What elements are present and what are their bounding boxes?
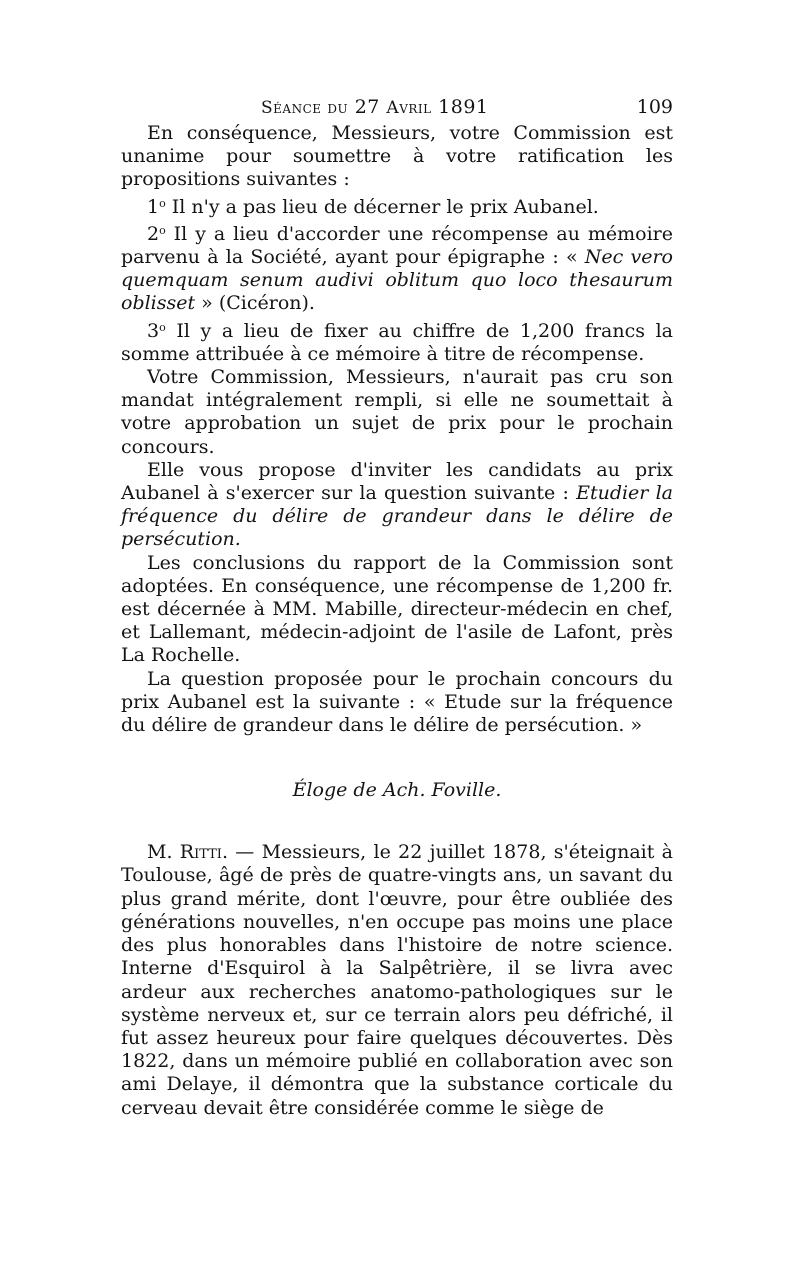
proposition-number: 1$^o$ [147, 195, 166, 218]
paragraph-speech [121, 841, 673, 1119]
proposition-text: Il y a lieu d'accorder une récompense au mémoire parvenu à la Société, ayant pour épigraphe : « [121, 222, 673, 269]
proposition-number: 3$^o$ [147, 319, 166, 342]
speech-text [121, 841, 673, 1119]
running-title-part: Séance du [261, 98, 349, 118]
running-title-month: Avril [386, 98, 432, 118]
speaker-name: Ritti [179, 841, 222, 864]
running-title [261, 92, 489, 123]
speaker-separator: . — [221, 841, 262, 864]
speech-body: Messieurs, le 22 juillet 1878, s'éteignait à Toulouse, âgé de près de quatre-vingts ans, un savant du plus grand mérite, dont l'œuvre, pour être oubliée des générations nouvelles, n'en occupe pas moins une place des plus honorables dans l'histoire de notre science. Interne d'Esquirol à la Salpêtrière, il se livra avec ardeur aux recherches anatomo-pathologiques sur le système nerveux et, sur ce terrain alors peu défriché, il fut assez heureux pour faire quelques découvertes. Dès 1822, dans un mémoire publié en collaboration avec son ami Delaye, il démontra que la substance corticale du cerveau devait être considérée comme le siège de [121, 841, 673, 1119]
section-heading: Éloge de Ach. Foville. [292, 779, 502, 802]
epigraph: Nec vero quemquam senum audivi oblitum quo loco thesaurum oblisset [121, 246, 673, 315]
paragraph-prize-topic [121, 459, 673, 552]
proposition-3 [121, 316, 673, 366]
paragraph-mandate: Votre Commission, Messieurs, n'aurait pas cru son mandat intégralement rempli, si elle ne soumettait à votre approbation un sujet de prix pour le prochain concours. [121, 366, 673, 458]
prize-topic-intro: Elle vous propose d'inviter les candidats au prix Aubanel à s'exercer sur la question suivante : [121, 458, 673, 505]
page [121, 92, 673, 1120]
proposition-text: Il y a lieu de fixer au chiffre de 1,200 francs la somme attribuée à ce mémoire à titre de récompense. [121, 319, 673, 365]
speaker-prefix: M. [147, 841, 180, 864]
proposition-number: 2$^o$ [147, 222, 166, 245]
running-title-day: 27 [348, 96, 387, 118]
body-text [121, 122, 673, 737]
proposition-text-end: » (Cicéron). [195, 292, 315, 315]
page-number: 109 [636, 96, 673, 118]
proposition-2 [121, 219, 673, 316]
paragraph-consequence: En conséquence, Messieurs, votre Commission est unanime pour soumettre à votre ratification les propositions suivantes : [121, 122, 673, 191]
proposition-text: Il n'y a pas lieu de décerner le prix Aubanel. [165, 195, 599, 218]
paragraph-next-contest: La question proposée pour le prochain concours du prix Aubanel est la suivante : « Etude sur la fréquence du délire de grandeur dans le délire de persécution. » [121, 667, 673, 737]
proposition-1 [121, 192, 673, 219]
prize-topic-question: Etudier la fréquence du délire de grandeur dans le délire de persécution. [121, 482, 673, 551]
running-title-year: 1891 [431, 96, 489, 118]
paragraph-conclusions: Les conclusions du rapport de la Commission sont adoptées. En conséquence, une récompense de 1,200 fr. est décernée à MM. Mabille, directeur-médecin en chef, et Lallemant, médecin-adjoint de l'asile de Lafont, près La Rochelle. [121, 551, 673, 667]
running-head [121, 92, 673, 122]
